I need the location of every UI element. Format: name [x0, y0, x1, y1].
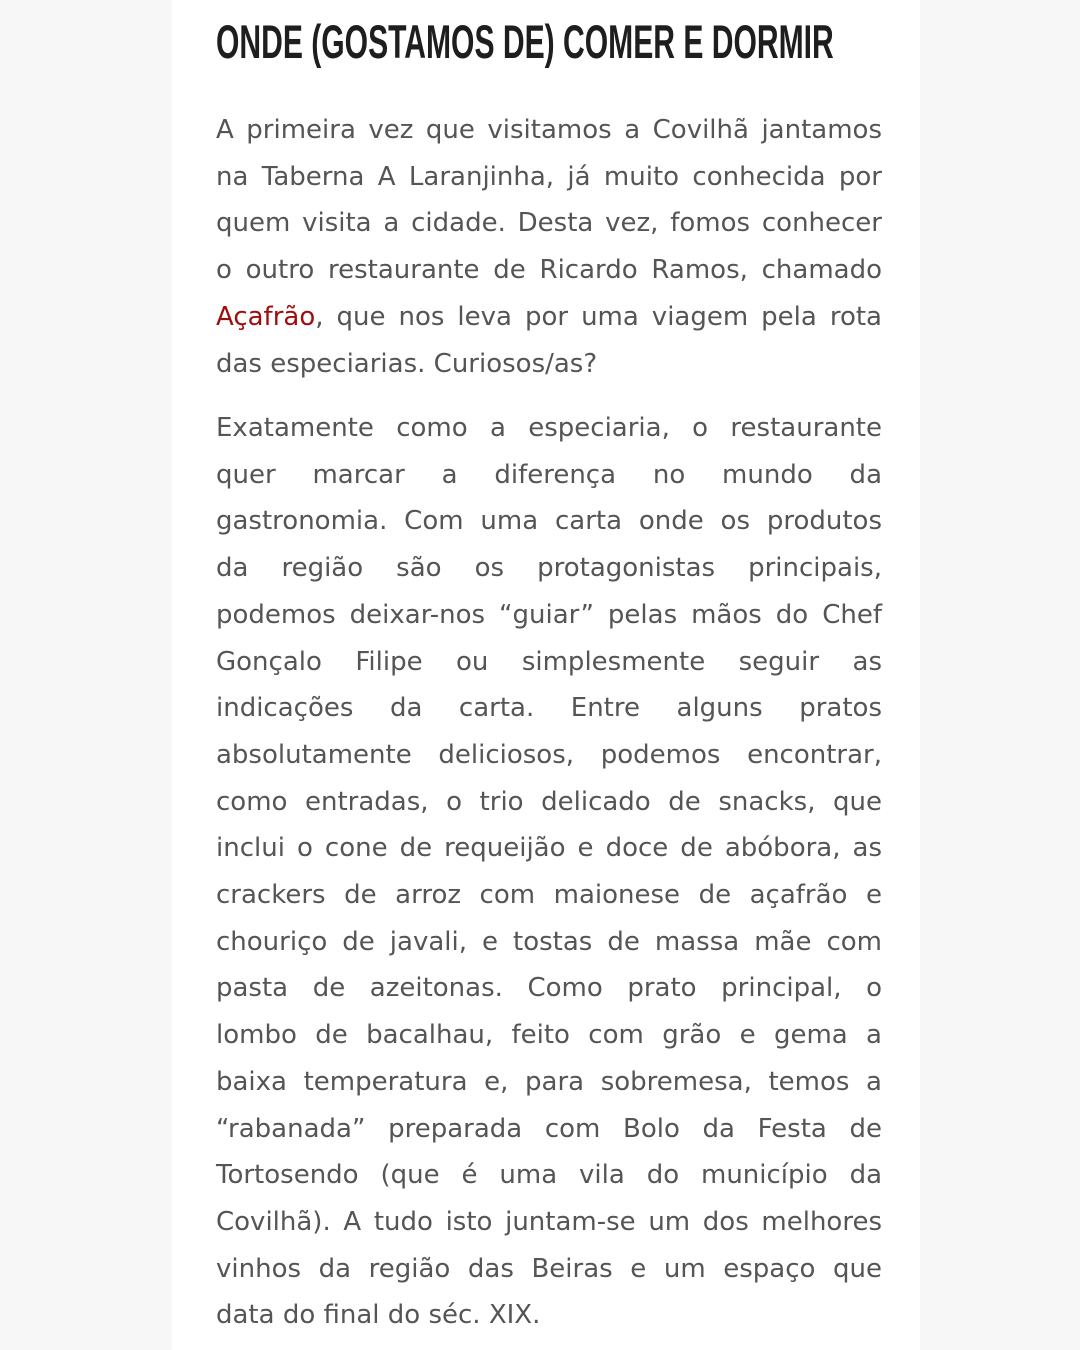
paragraph-restaurant [216, 405, 882, 1339]
text-line: Tortosendo (que é uma vila do município da [216, 1160, 882, 1191]
text-line: quer marcar a diferença no mundo da [216, 459, 882, 490]
text-line: podemos deixar-nos “guiar” pelas mãos do Chef [216, 599, 882, 630]
text-line: absolutamente deliciosos, podemos encontrar, [216, 739, 882, 770]
text-line: quem visita a cidade. Desta vez, fomos conhecer [216, 208, 882, 239]
text-line: indicações da carta. Entre alguns pratos [216, 693, 882, 724]
text-line: das especiarias. Curiosos/as? [216, 348, 598, 379]
text-line: chouriço de javali, e tostas de massa mãe com [216, 926, 882, 957]
text-line: na Taberna A Laranjinha, já muito conhecida por [216, 161, 882, 192]
paragraph-intro [216, 107, 882, 387]
text-line: como entradas, o trio delicado de snacks, que [216, 786, 882, 817]
text-line: data do final do séc. XIX. [216, 1300, 541, 1331]
text-line: da região são os protagonistas principais, [216, 553, 882, 584]
section-heading: ONDE (GOSTAMOS DE) COMER E DORMIR [216, 15, 834, 68]
text-line: “rabanada” preparada com Bolo da Festa de [216, 1113, 882, 1144]
text-line: Gonçalo Filipe ou simplesmente seguir as [216, 646, 882, 677]
text-line: o outro restaurante de Ricardo Ramos, chamado [216, 255, 882, 286]
text-line: crackers de arroz com maionese de açafrão e [216, 880, 882, 911]
text-line: inclui o cone de requeijão e doce de abóbora, as [216, 833, 882, 864]
text-line-rest: , que nos leva por uma viagem pela rota [315, 301, 882, 332]
text-line: lombo de bacalhau, feito com grão e gema a [216, 1020, 882, 1051]
text-line: baixa temperatura e, para sobremesa, temos a [216, 1066, 882, 1097]
text-line [216, 294, 882, 341]
acafrao-link[interactable]: Açafrão [216, 301, 316, 332]
text-line: Exatamente como a especiaria, o restaurante [216, 413, 882, 443]
text-line: gastronomia. Com uma carta onde os produtos [216, 506, 882, 537]
text-line: pasta de azeitonas. Como prato principal, o [216, 973, 882, 1004]
text-line: A primeira vez que visitamos a Covilhã jantamos [216, 115, 882, 145]
text-line: vinhos da região das Beiras e um espaço que [216, 1253, 882, 1284]
text-line: Covilhã). A tudo isto juntam-se um dos melhores [216, 1206, 882, 1237]
